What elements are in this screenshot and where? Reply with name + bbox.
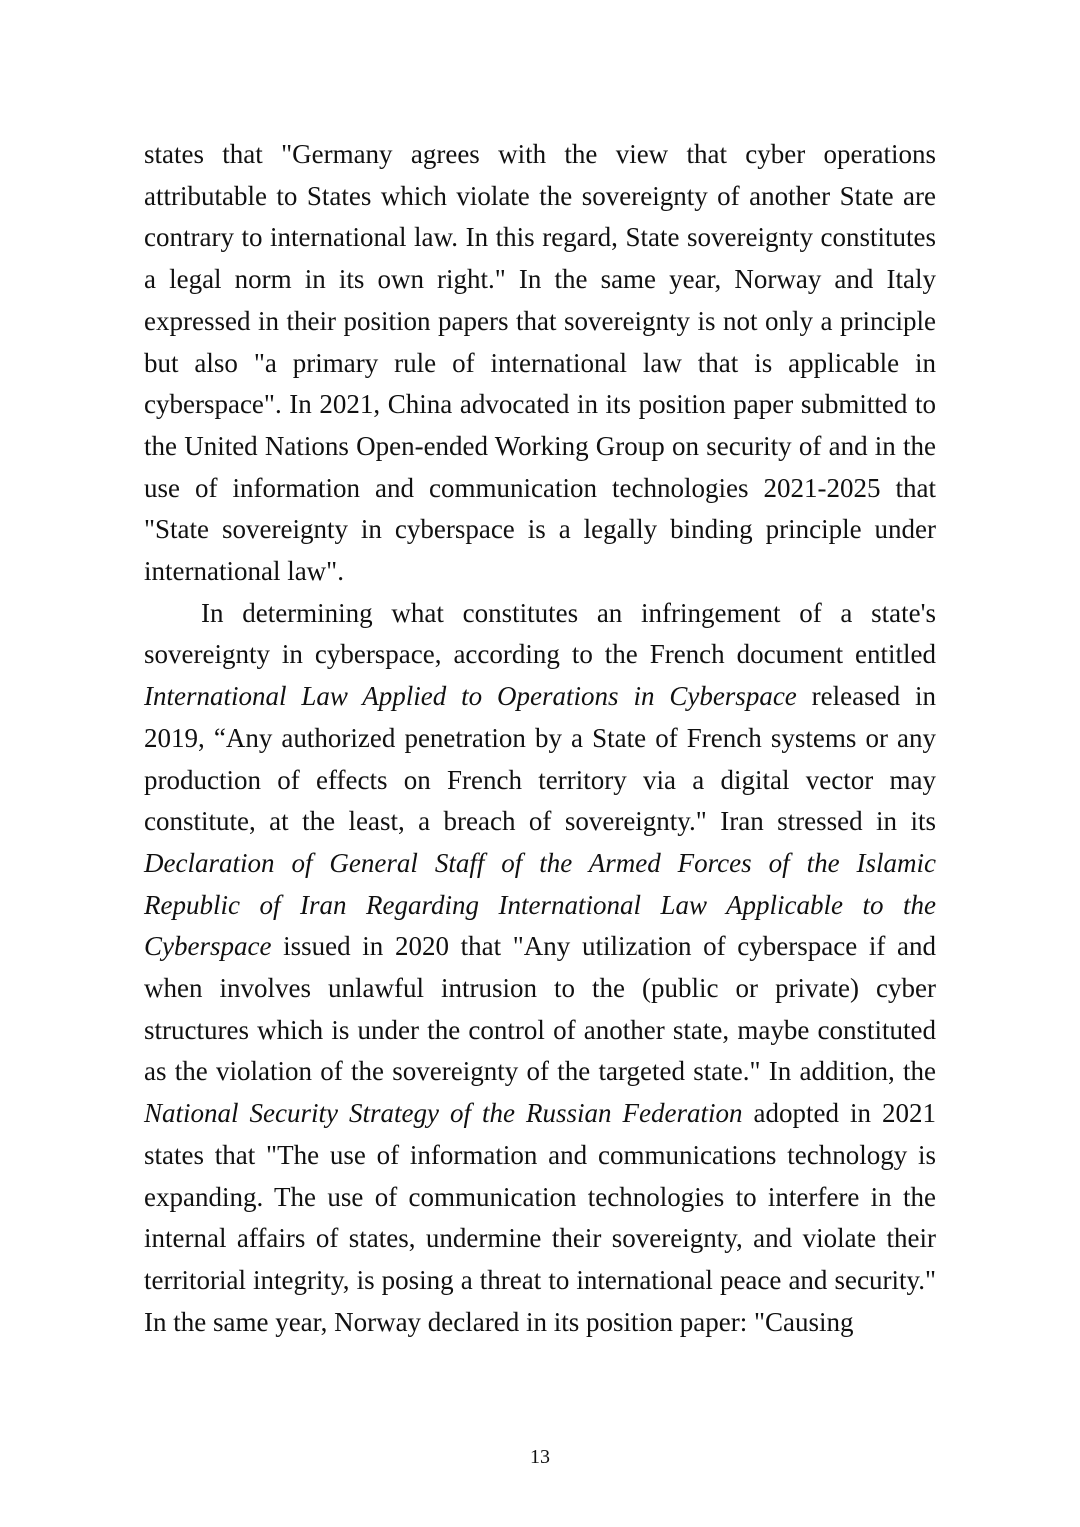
page-number: 13 (530, 1446, 550, 1468)
paragraph-2-text-2: released in 2019, “Any authorized penetration by a State of French systems or any production of effects on French territory via a digital vector may constitute, at the least, a breach of sovereignty." Iran stressed in its (144, 681, 937, 837)
paragraph-2-text-1: In determining what constitutes an infringement of a state's sovereignty in cyberspace, according to the French document entitled (144, 597, 936, 670)
title-french-document: International Law Applied to Operations in Cyberspace (144, 681, 797, 712)
paragraph-2-text-4: adopted in 2021 states that "The use of information and communications technology is expanding. The use of communication technologies to interfere in the internal affairs of states, undermine their sovereignty, and violate their territorial integrity, is posing a threat to international peace and security." In the same year, Norway declared in its position paper: "Causing (144, 1098, 936, 1337)
title-iran-declaration: Declaration of General Staff of the Armed Forces of the Islamic Republic of Iran Regarding International Law Applicable to the Cyberspace (144, 847, 936, 962)
paragraph-2 (144, 593, 936, 1344)
body-text (144, 134, 936, 1343)
title-russian-strategy: National Security Strategy of the Russian Federation (144, 1098, 743, 1129)
paragraph-2-text-3: issued in 2020 that "Any utilization of cyberspace if and when involves unlawful intrusion to the (public or private) cyber structures which is under the control of another state, maybe constituted as the violation of the sovereignty of the targeted state." In addition, the (144, 931, 936, 1087)
paragraph-1: states that "Germany agrees with the view that cyber operations attributable to States which violate the sovereignty of another State are contrary to international law. In this regard, State sovereignty constitutes a legal norm in its own right." In the same year, Norway and Italy expressed in their position papers that sovereignty is not only a principle but also "a primary rule of international law that is applicable in cyberspace". In 2021, China advocated in its position paper submitted to the United Nations Open-ended Working Group on security of and in the use of information and communication technologies 2021-2025 that "State sovereignty in cyberspace is a legally binding principle under international law". (144, 139, 936, 587)
